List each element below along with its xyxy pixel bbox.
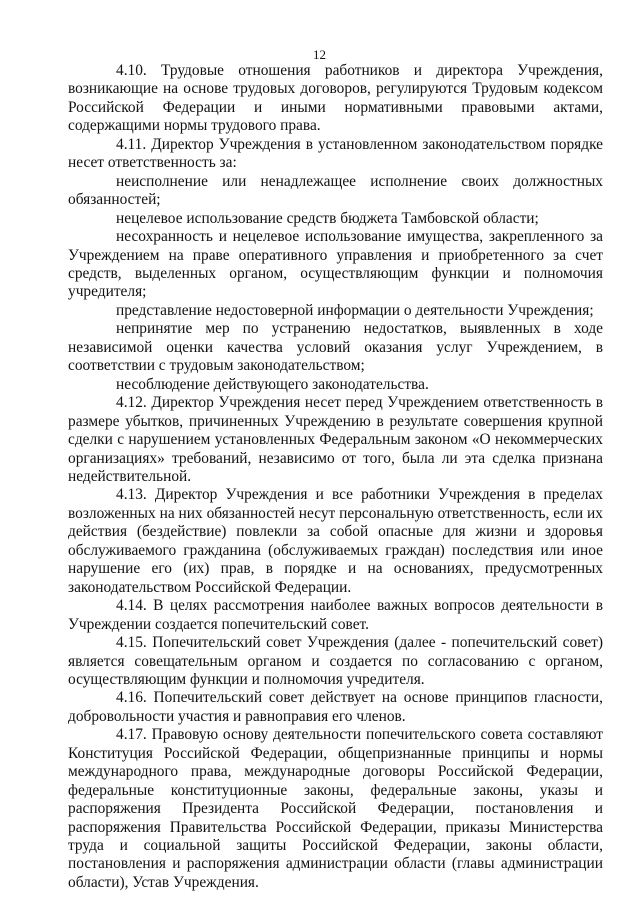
paragraph-4-16: 4.16. Попечительский совет действует на основе принципов гласности, добровольности участия и равноправия его членов. [68,689,603,725]
list-item-noncompliance: несоблюдение действующего законодательства. [116,375,429,393]
list-item-false-information: представление недостоверной информации о деятельности Учреждения; [116,301,594,319]
list-item-nonperformance: неисполнение или ненадлежащее исполнение своих должностных обязанностей; [68,172,603,209]
paragraph-4-11: 4.11. Директор Учреждения в установленном законодательством порядке несет ответственность за: [68,135,603,172]
paragraph-4-10: 4.10. Трудовые отношения работников и директора Учреждения, возникающие на основе трудовых договоров, регулируются Трудовым кодексом Российской Федерации и иными нормативными правовыми актами, содержащими нормы трудового права. [68,62,603,135]
paragraph-4-14: 4.14. В целях рассмотрения наиболее важных вопросов деятельности в Учреждении создается попечительский совет. [68,597,603,633]
paragraph-4-12: 4.12. Директор Учреждения несет перед Учреждением ответственность в размере убытков, причиненных Учреждению в результате совершения крупной сделки с нарушением установленных Федеральным законом «О некоммерческих организациях» требований, независимо от того, была ли эта сделка признана недействительной. [68,394,603,485]
list-item-misuse-budget: нецелевое использование средств бюджета Тамбовской области; [116,209,539,227]
paragraph-4-13: 4.13. Директор Учреждения и все работники Учреждения в пределах возложенных на них обязанностей несут персональную ответственность, если их действия (бездействие) повлекли за собой опасные для жизни и здоровья обслуживаемого гражданина (обслуживаемых граждан) последствия или иное нарушение его (их) прав, в порядке и на основаниях, предусмотренных законодательством Российской Федерации. [68,486,603,596]
page-number: 12 [313,47,326,62]
document-body [68,62,603,892]
list-item-failure-to-act: непринятие мер по устранению недостатков, выявленных в ходе независимой оценки качества условий оказания услуг Учреждением, в соответствии с трудовым законодательством; [68,320,603,375]
list-item-property-safety: несохранность и нецелевое использование имущества, закрепленного за Учреждением на праве оперативного управления и приобретенного за счет средств, выделенных органом, осуществляющим функции и полномочия учредителя; [68,228,603,301]
paragraph-4-17: 4.17. Правовую основу деятельности попечительского совета составляют Конституция Российской Федерации, общепризнанные принципы и нормы международного права, международные договоры Российской Федерации, федеральные конституционные законы, федеральные законы, указы и распоряжения Президента Российской Федерации, постановления и распоряжения Правительства Российской Федерации, приказы Министерства труда и социальной защиты Российской Федерации, законы области, постановления и распоряжения администрации области (главы администрации области), Устав Учреждения. [68,726,603,891]
paragraph-4-15: 4.15. Попечительский совет Учреждения (далее - попечительский совет) является совещательным органом и создается по согласованию с органом, осуществляющим функции и полномочия учредителя. [68,634,603,688]
